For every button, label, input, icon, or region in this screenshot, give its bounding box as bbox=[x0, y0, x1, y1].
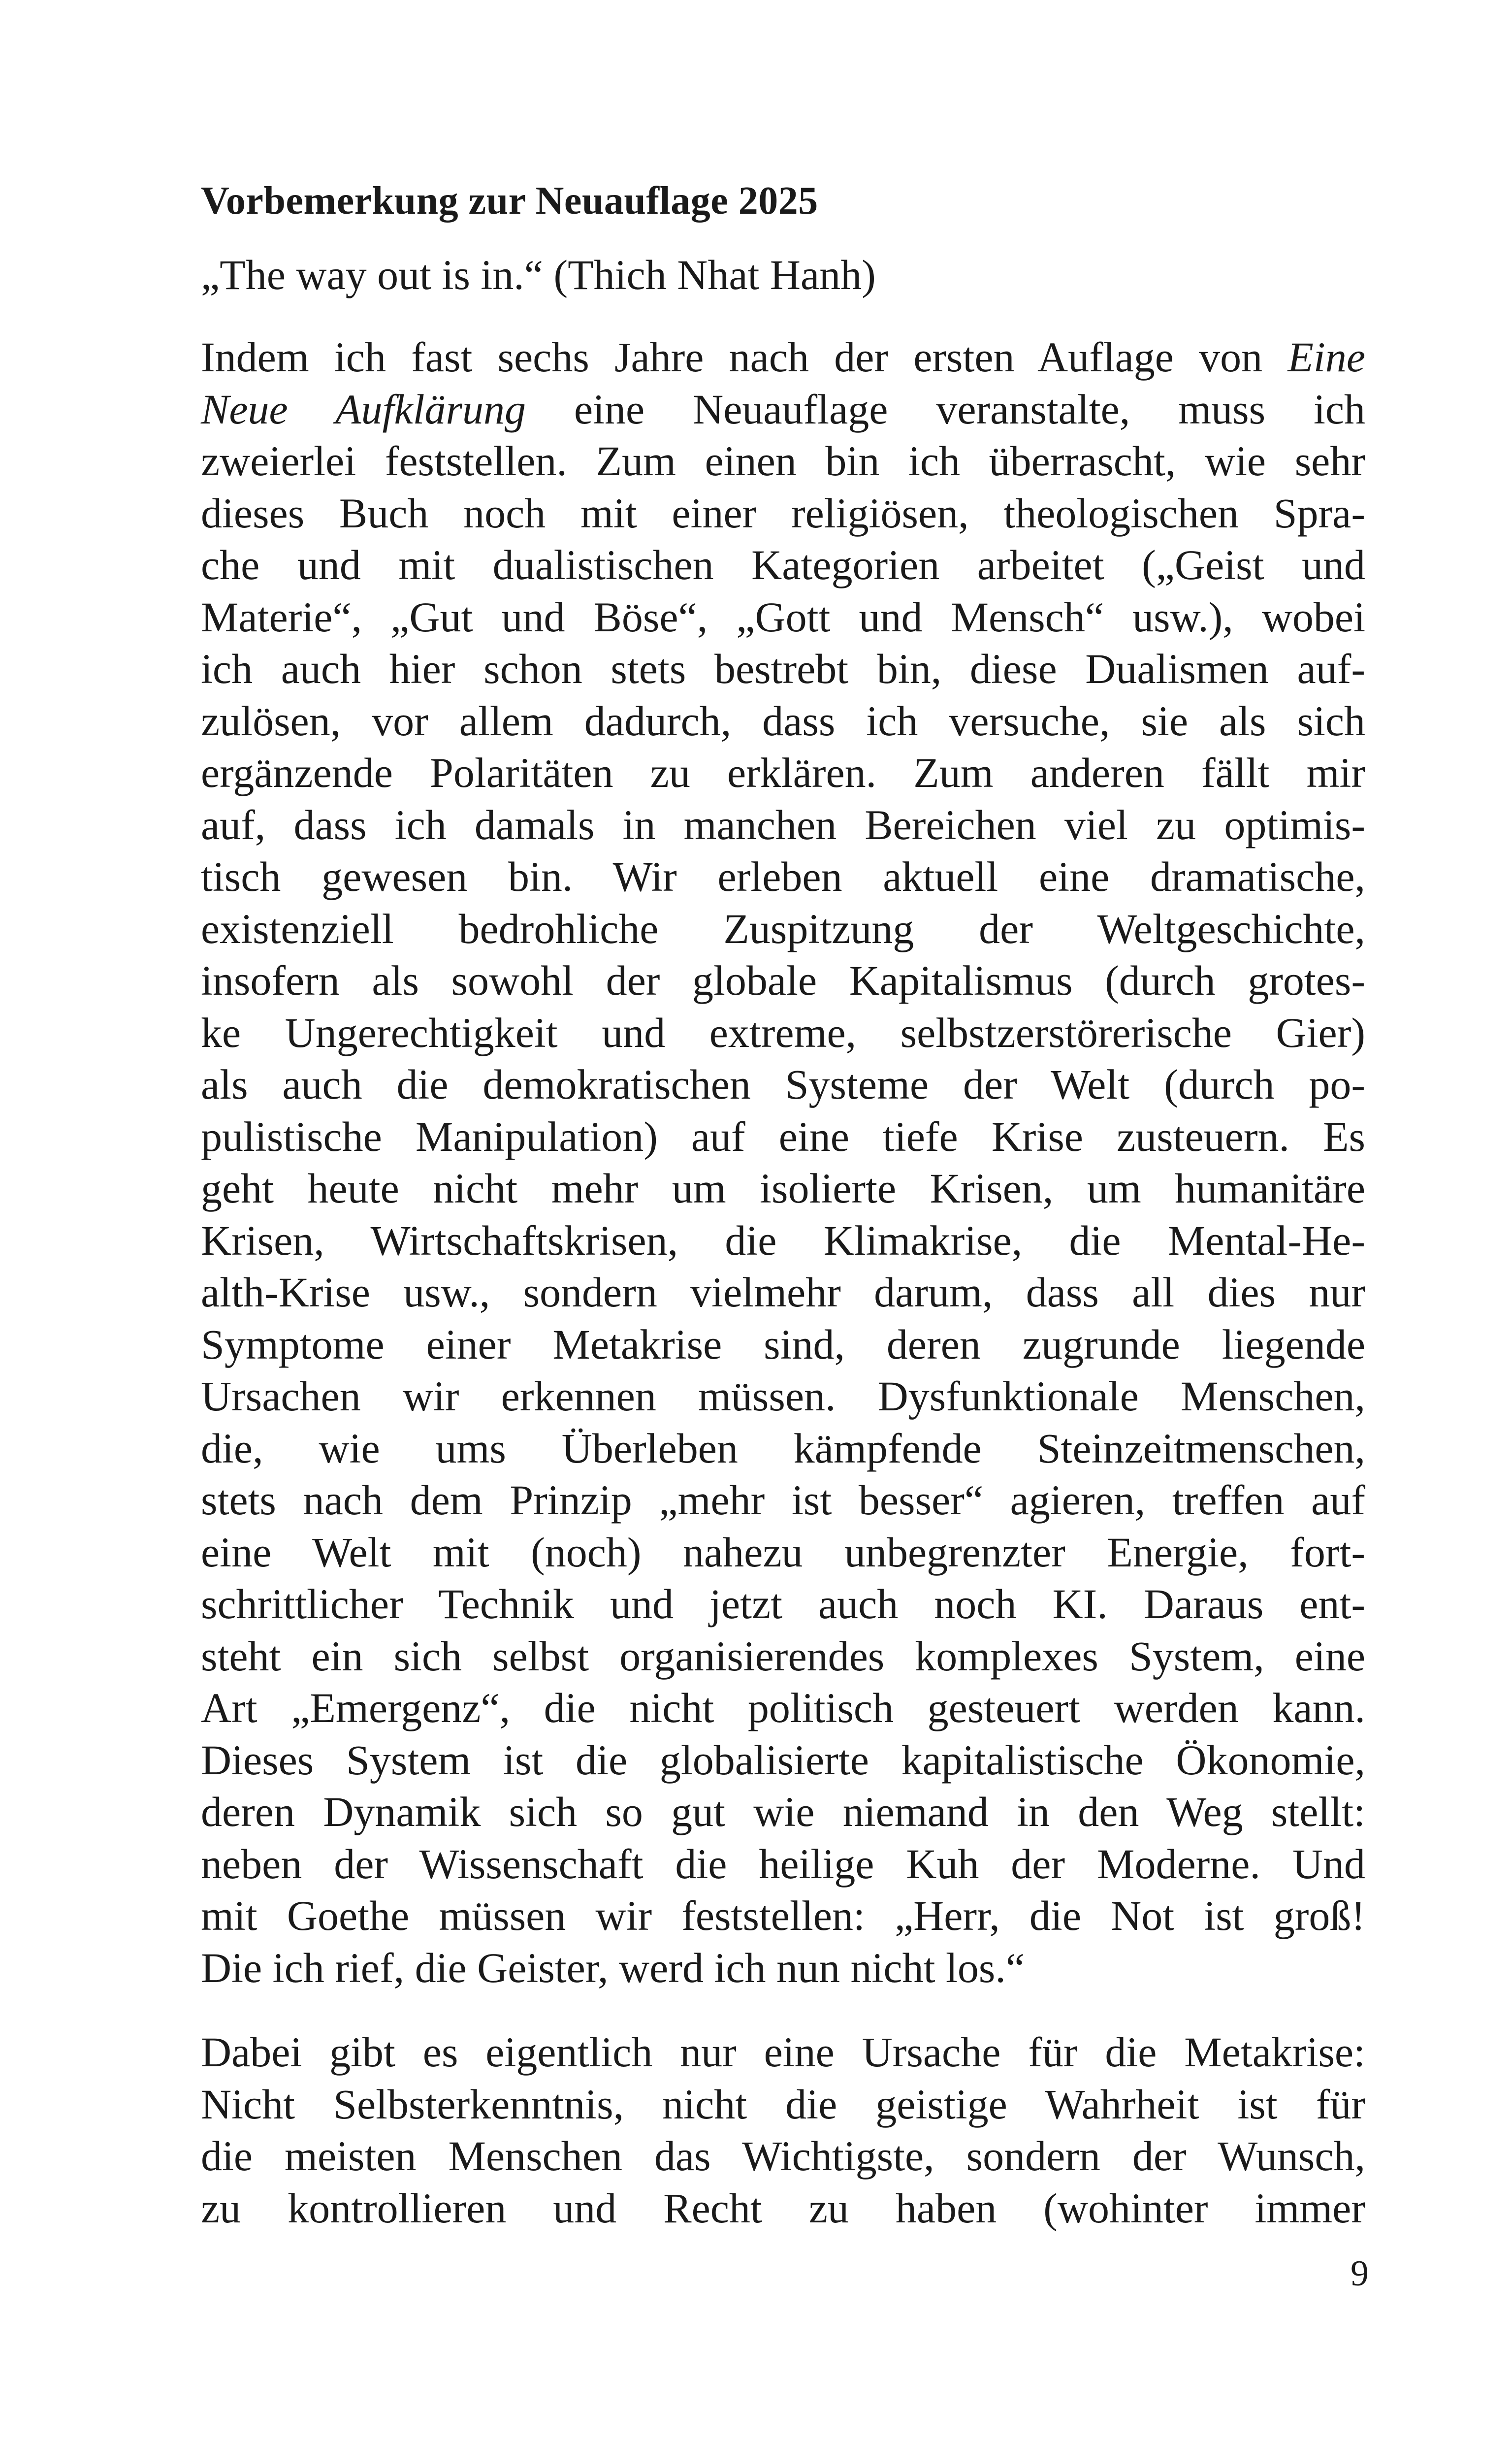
text-line: Neue Aufklärung eine Neuauflage veranstalte, muss ich bbox=[201, 385, 1366, 433]
text-line: Dabei gibt es eigentlich nur eine Ursache für die Metakrise: bbox=[201, 2028, 1365, 2076]
text-line: Ursachen wir erkennen müssen. Dysfunktionale Menschen, bbox=[201, 1372, 1365, 1420]
body-paragraph-2 bbox=[201, 2026, 1365, 2234]
text-line: die, wie ums Überleben kämpfende Steinzeitmenschen, bbox=[201, 1424, 1365, 1472]
text-line: als auch die demokratischen Systeme der Welt (durch po- bbox=[201, 1061, 1365, 1108]
text-line: Nicht Selbsterkenntnis, nicht die geistige Wahrheit ist für bbox=[201, 2080, 1365, 2128]
text-line: eine Welt mit (noch) nahezu unbegrenzter Energie, fort- bbox=[201, 1528, 1365, 1576]
text-line: zweierlei feststellen. Zum einen bin ich überrascht, wie sehr bbox=[201, 437, 1365, 485]
section-heading: Vorbemerkung zur Neuauflage 2025 bbox=[201, 179, 818, 223]
text-line: Art „Emergenz“, die nicht politisch gesteuert werden kann. bbox=[201, 1684, 1365, 1731]
text-line: Symptome einer Metakrise sind, deren zugrunde liegende bbox=[201, 1320, 1365, 1368]
text-line: dieses Buch noch mit einer religiösen, theologischen Spra- bbox=[201, 489, 1365, 537]
text-line: existenziell bedrohliche Zuspitzung der Weltgeschichte, bbox=[201, 905, 1365, 952]
epigraph-quote: „The way out is in.“ (Thich Nhat Hanh) bbox=[201, 251, 876, 298]
text-line: neben der Wissenschaft die heilige Kuh der Moderne. Und bbox=[201, 1840, 1365, 1888]
text-line: pulistische Manipulation) auf eine tiefe Krise zusteuern. Es bbox=[201, 1112, 1365, 1160]
text-line: schrittlicher Technik und jetzt auch noch KI. Daraus ent- bbox=[201, 1580, 1365, 1628]
text-line: ergänzende Polaritäten zu erklären. Zum anderen fällt mir bbox=[201, 749, 1365, 796]
text-line: tisch gewesen bin. Wir erleben aktuell eine dramatische, bbox=[201, 853, 1365, 900]
text-line: Dieses System ist die globalisierte kapitalistische Ökonomie, bbox=[201, 1736, 1365, 1784]
text-line: die meisten Menschen das Wichtigste, sondern der Wunsch, bbox=[201, 2132, 1365, 2180]
text-line: Indem ich fast sechs Jahre nach der ersten Auflage von Eine bbox=[201, 333, 1365, 381]
text-line: insofern als sowohl der globale Kapitalismus (durch grotes- bbox=[201, 957, 1365, 1004]
text-line: Krisen, Wirtschaftskrisen, die Klimakrise, die Mental-He- bbox=[201, 1216, 1365, 1264]
page-number: 9 bbox=[1351, 2253, 1369, 2294]
text-line: deren Dynamik sich so gut wie niemand in den Weg stellt: bbox=[201, 1788, 1365, 1835]
text-line: auf, dass ich damals in manchen Bereichen viel zu optimis- bbox=[201, 801, 1365, 848]
body-paragraph-1 bbox=[201, 331, 1365, 1994]
text-line: mit Goethe müssen wir feststellen: „Herr, die Not ist groß! bbox=[201, 1892, 1365, 1939]
text-line: alth-Krise usw., sondern vielmehr darum, dass all dies nur bbox=[201, 1269, 1365, 1316]
text-line: che und mit dualistischen Kategorien arbeitet („Geist und bbox=[201, 541, 1365, 588]
text-line: Materie“, „Gut und Böse“, „Gott und Mensch“ usw.), wobei bbox=[201, 593, 1365, 641]
text-block bbox=[201, 175, 1365, 2234]
text-line: zu kontrollieren und Recht zu haben (wohinter immer bbox=[201, 2184, 1365, 2232]
text-line: ich auch hier schon stets bestrebt bin, diese Dualismen auf- bbox=[201, 645, 1365, 692]
text-line: stets nach dem Prinzip „mehr ist besser“ agieren, treffen auf bbox=[201, 1476, 1365, 1524]
text-line: Die ich rief, die Geister, werd ich nun nicht los.“ bbox=[201, 1944, 1025, 1991]
text-line: ke Ungerechtigkeit und extreme, selbstzerstörerische Gier) bbox=[201, 1009, 1365, 1056]
text-line: zulösen, vor allem dadurch, dass ich versuche, sie als sich bbox=[201, 697, 1365, 745]
text-line: geht heute nicht mehr um isolierte Krisen, um humanitäre bbox=[201, 1165, 1365, 1212]
text-line: steht ein sich selbst organisierendes komplexes System, eine bbox=[201, 1632, 1365, 1680]
